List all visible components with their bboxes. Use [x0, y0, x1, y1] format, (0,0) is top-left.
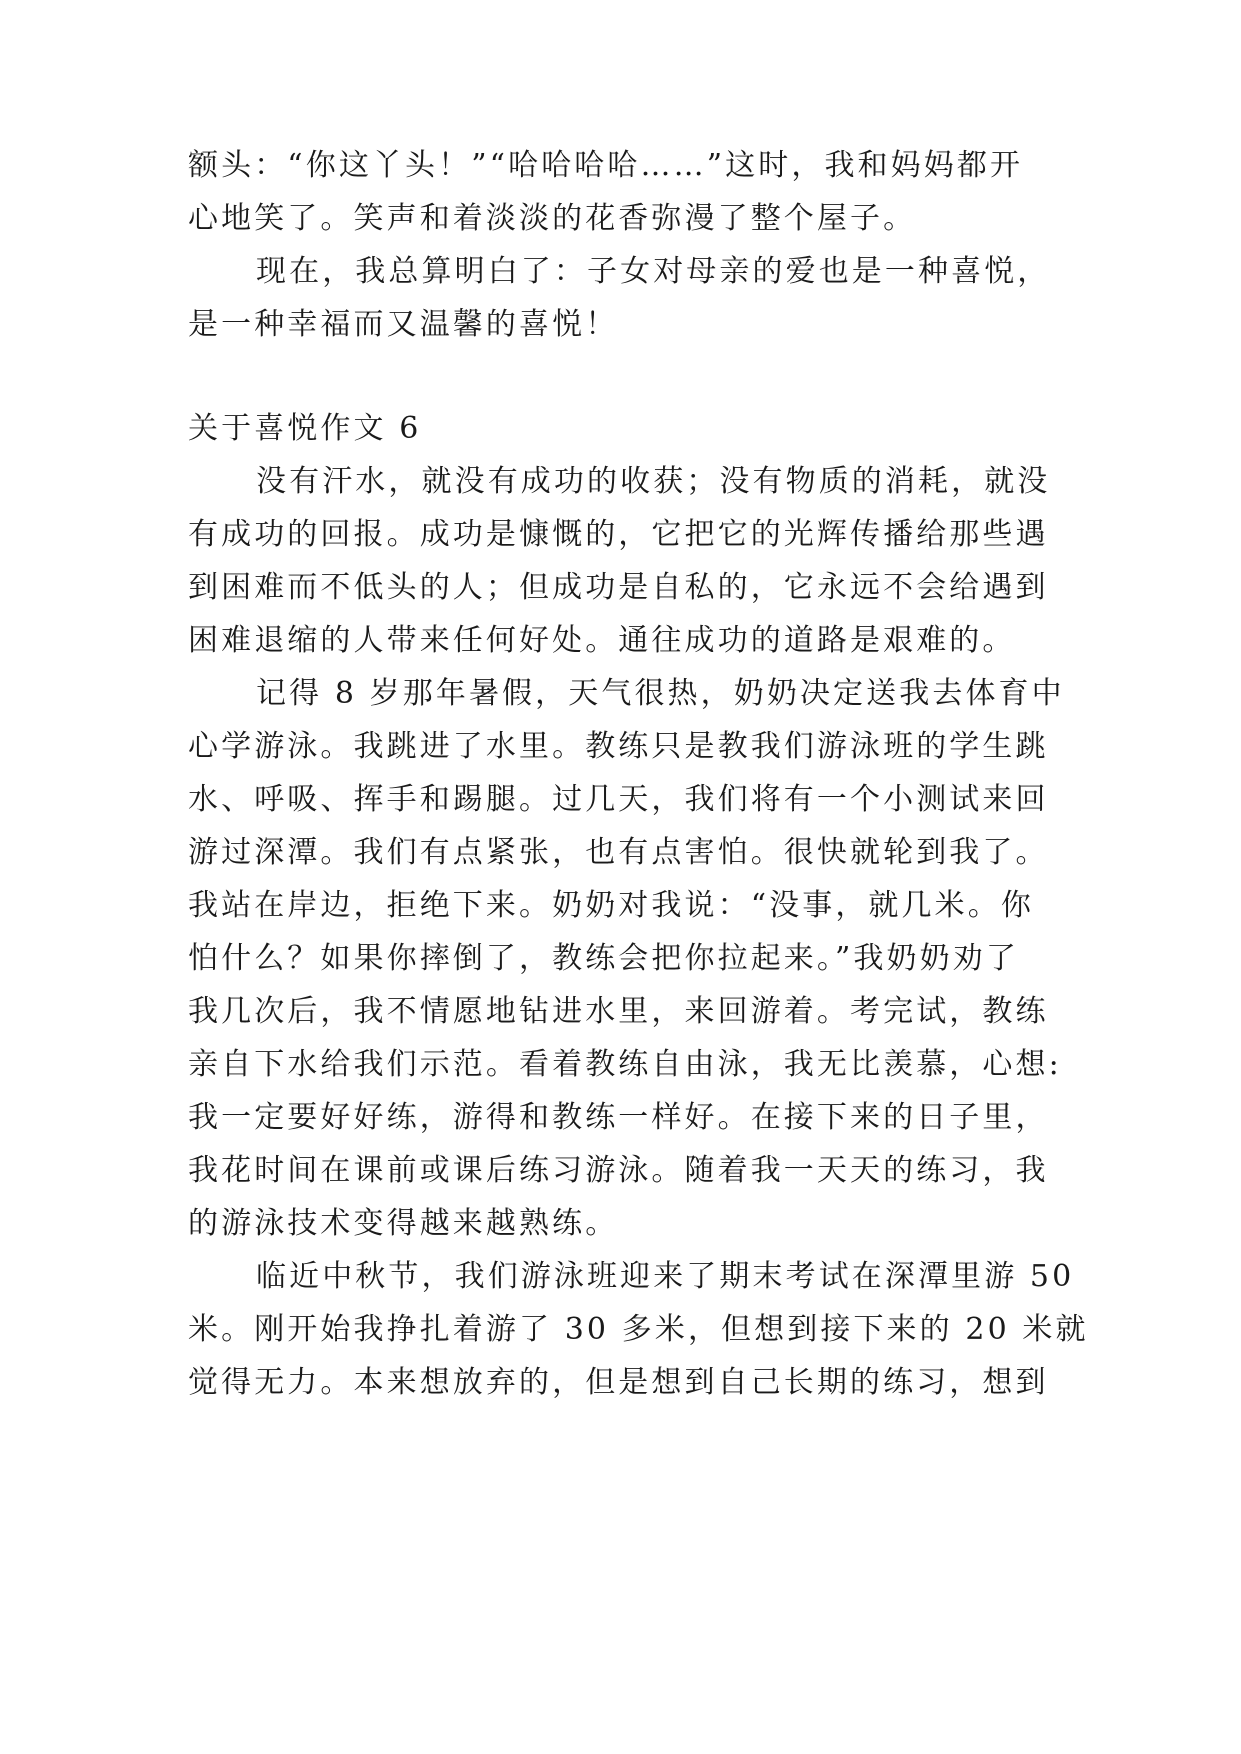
- text-line: 额头：“你这丫头！”“哈哈哈哈……”这时，我和妈妈都开: [188, 148, 1024, 183]
- text-line: 心地笑了。笑声和着淡淡的花香弥漫了整个屋子。: [188, 201, 917, 236]
- text-line: 我花时间在课前或课后练习游泳。随着我一天天的练习，我: [188, 1153, 1049, 1188]
- text-line: 游过深潭。我们有点紧张，也有点害怕。很快就轮到我了。: [188, 835, 1049, 870]
- text-line: 觉得无力。本来想放弃的，但是想到自己长期的练习，想到: [188, 1365, 1049, 1400]
- text-line: 有成功的回报。成功是慷慨的，它把它的光辉传播给那些遇: [188, 517, 1049, 552]
- text-line: 是一种幸福而又温馨的喜悦！: [188, 307, 619, 342]
- section-heading: 关于喜悦作文 6: [188, 411, 422, 446]
- text-line: 我几次后，我不情愿地钻进水里，来回游着。考完试，教练: [188, 994, 1049, 1029]
- text-line: 困难退缩的人带来任何好处。通往成功的道路是艰难的。: [188, 623, 1016, 658]
- text-line: 的游泳技术变得越来越熟练。: [188, 1206, 619, 1241]
- paragraph-start: 没有汗水，就没有成功的收获；没有物质的消耗，就没: [256, 464, 1051, 499]
- text-line: 米。刚开始我挣扎着游了 30 多米，但想到接下来的 20 米就: [188, 1312, 1089, 1347]
- paragraph-start: 临近中秋节，我们游泳班迎来了期末考试在深潭里游 50: [256, 1259, 1075, 1294]
- paragraph-start: 记得 8 岁那年暑假，天气很热，奶奶决定送我去体育中: [256, 676, 1065, 711]
- paragraph-start: 现在，我总算明白了：子女对母亲的爱也是一种喜悦，: [256, 254, 1051, 289]
- text-line: 我站在岸边，拒绝下来。奶奶对我说：“没事，就几米。你: [188, 888, 1034, 923]
- text-line: 怕什么？如果你摔倒了，教练会把你拉起来。”我奶奶劝了: [188, 941, 1019, 976]
- text-line: 我一定要好好练，游得和教练一样好。在接下来的日子里，: [188, 1100, 1049, 1135]
- text-line: 水、呼吸、挥手和踢腿。过几天，我们将有一个小测试来回: [188, 782, 1049, 817]
- text-line: 到困难而不低头的人；但成功是自私的，它永远不会给遇到: [188, 570, 1049, 605]
- text-line: 亲自下水给我们示范。看着教练自由泳，我无比羡慕，心想:: [188, 1047, 1062, 1082]
- text-line: 心学游泳。我跳进了水里。教练只是教我们游泳班的学生跳: [188, 729, 1049, 764]
